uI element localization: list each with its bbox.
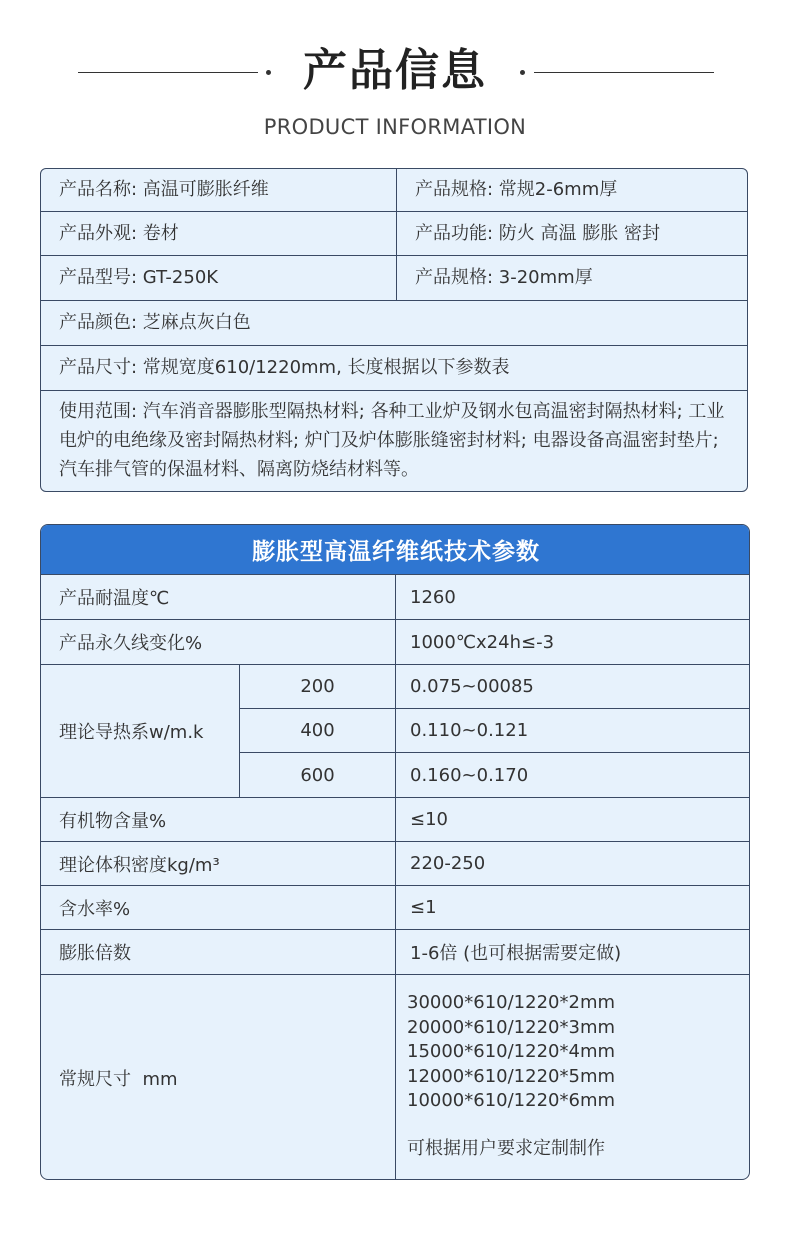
- size-item: 12000*610/1220*5mm: [407, 1065, 616, 1087]
- organic-value: ≤10: [410, 809, 448, 830]
- product-size: 产品尺寸: 常规宽度610/1220mm, 长度根据以下参数表: [59, 357, 510, 378]
- moisture-label: 含水率%: [59, 898, 131, 920]
- product-thickness: 产品规格: 3-20mm厚: [396, 256, 748, 300]
- organic-label: 有机物含量%: [59, 810, 167, 832]
- shrink-label: 产品永久线变化%: [59, 633, 203, 654]
- size-item: 10000*610/1220*6mm: [407, 1090, 616, 1111]
- sizes-label: 常规尺寸 mm: [59, 1069, 178, 1090]
- temp-label: 产品耐温度℃: [59, 588, 170, 609]
- temp-value: 1260: [410, 586, 456, 608]
- title-dot-right: [520, 70, 525, 75]
- sizes-note: 可根据用户要求定制制作: [407, 1137, 605, 1159]
- conductivity-value: 0.160~0.170: [410, 764, 529, 786]
- density-value: 220-250: [410, 853, 486, 874]
- size-item: 20000*610/1220*3mm: [407, 1016, 616, 1038]
- info-row: [41, 256, 748, 301]
- section-header: [0, 0, 790, 160]
- product-appearance: 产品外观: 卷材: [59, 222, 179, 244]
- conductivity-value: 0.110~0.121: [410, 720, 529, 741]
- product-color: 产品颜色: 芝麻点灰白色: [59, 312, 251, 333]
- size-item: 30000*610/1220*2mm: [407, 992, 616, 1013]
- product-usage: 使用范围: 汽车消音器膨胀型隔热材料; 各种工业炉及钢水包高温密封隔热材料; 工业电炉的电绝缘及密封隔热材料; 炉门及炉体膨胀缝密封材料; 电器设备高温密封垫片; 汽车排气管的保温材料、隔离防烧结材料等。: [59, 401, 725, 480]
- title-divider-right: [534, 72, 714, 73]
- page-subtitle: PRODUCT INFORMATION: [263, 115, 527, 139]
- conductivity-temp: 400: [300, 720, 335, 741]
- conductivity-value: 0.075~00085: [410, 676, 534, 697]
- product-spec: 产品规格: 常规2-6mm厚: [396, 169, 748, 211]
- info-row: [41, 301, 748, 346]
- info-row: [41, 169, 748, 212]
- info-row: [41, 391, 748, 492]
- density-label: 理论体积密度kg/m³: [59, 854, 220, 876]
- product-info-table: [40, 168, 748, 492]
- product-function: 产品功能: 防火 高温 膨胀 密封: [396, 212, 748, 255]
- conductivity-temp: 600: [300, 764, 335, 786]
- expansion-value: 1-6倍 (也可根据需要定做): [410, 943, 622, 964]
- page-title: 产品信息: [303, 45, 487, 96]
- info-row: [41, 212, 748, 256]
- sizes-list: [407, 991, 737, 1161]
- info-row: [41, 346, 748, 391]
- tech-params-table: [40, 524, 750, 1180]
- size-item: 15000*610/1220*4mm: [407, 1041, 616, 1062]
- product-model: 产品型号: GT-250K: [59, 267, 219, 288]
- conductivity-label: 理论导热系w/m.k: [59, 722, 204, 743]
- tech-table-title: 膨胀型高温纤维纸技术参数: [41, 525, 750, 574]
- moisture-value: ≤1: [410, 897, 437, 918]
- shrink-value: 1000℃x24h≤-3: [410, 631, 555, 653]
- product-name: 产品名称: 高温可膨胀纤维: [59, 179, 269, 200]
- conductivity-temp: 200: [300, 676, 335, 697]
- expansion-label: 膨胀倍数: [59, 943, 131, 964]
